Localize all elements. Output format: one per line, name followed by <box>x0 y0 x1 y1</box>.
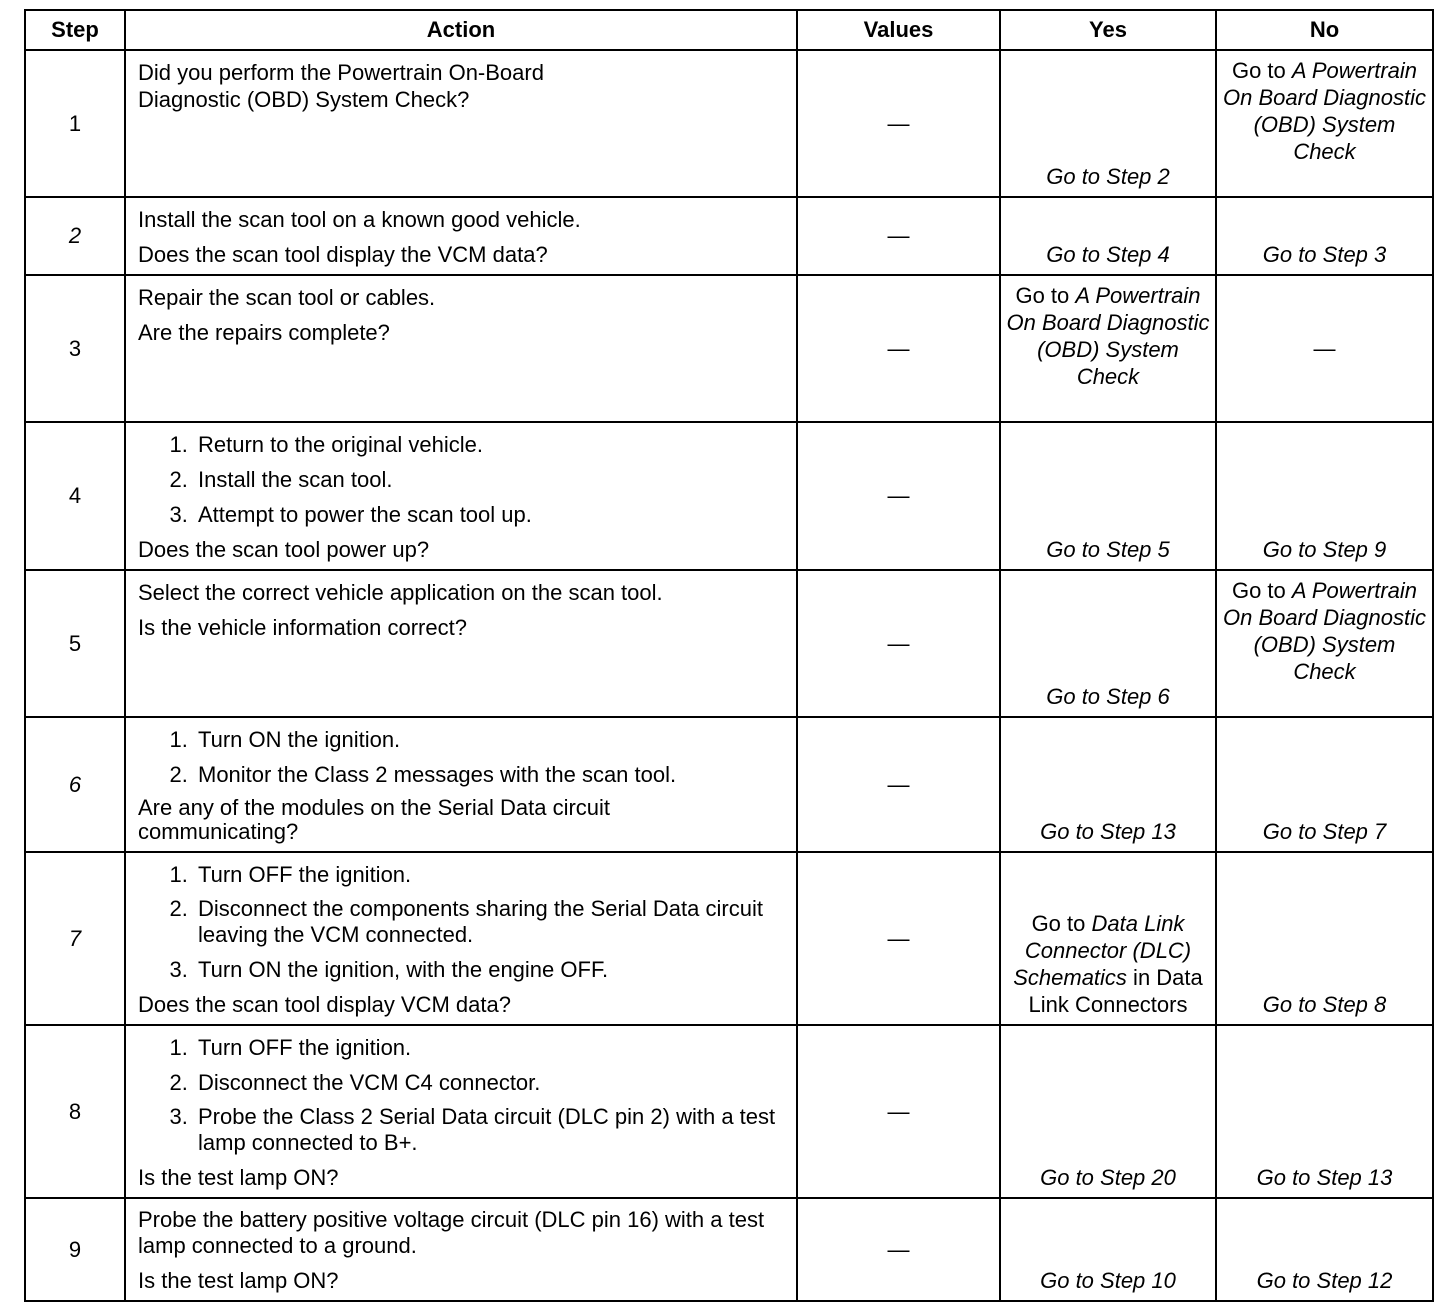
action-steps <box>138 861 782 983</box>
action-question: Does the scan tool power up? <box>138 537 430 562</box>
step-number: 7 <box>25 852 125 1025</box>
action-cell <box>125 852 797 1025</box>
yes-link-ref: Data Link Connector (DLC) Schematics <box>1013 911 1192 990</box>
action-steps <box>138 726 782 788</box>
table-row <box>25 197 1433 275</box>
values-cell: — <box>797 1198 1000 1301</box>
no-link[interactable]: Go to Step 3 <box>1216 197 1433 275</box>
action-step: 3. Attempt to power the scan tool up. <box>194 501 782 528</box>
action-cell <box>125 570 797 717</box>
header-row <box>25 10 1433 50</box>
no-link[interactable]: Go to Step 7 <box>1216 717 1433 852</box>
yes-link[interactable]: Go to Step 13 <box>1000 717 1216 852</box>
yes-link[interactable] <box>1000 275 1216 422</box>
action-step: 2. Disconnect the VCM C4 connector. <box>194 1069 782 1096</box>
action-question: Are any of the modules on the Serial Data circuit communicating? <box>138 795 611 844</box>
step-number: 8 <box>25 1025 125 1198</box>
action-instruction: Repair the scan tool or cables. <box>138 285 436 310</box>
values-cell: — <box>797 197 1000 275</box>
action-step: 1. Turn ON the ignition. <box>194 726 782 753</box>
table-row <box>25 422 1433 570</box>
no-link-prefix: Go to <box>1231 578 1292 603</box>
action-step: 2. Install the scan tool. <box>194 466 782 493</box>
table-row <box>25 275 1433 422</box>
action-cell <box>125 1198 797 1301</box>
action-question: Does the scan tool display the VCM data? <box>138 242 548 267</box>
step-number: 2 <box>25 197 125 275</box>
action-question: Is the test lamp ON? <box>138 1268 339 1293</box>
action-cell <box>125 275 797 422</box>
no-link[interactable]: Go to Step 13 <box>1216 1025 1433 1198</box>
values-cell: — <box>797 1025 1000 1198</box>
values-cell: — <box>797 50 1000 197</box>
table-row <box>25 717 1433 852</box>
action-question: Is the test lamp ON? <box>138 1165 339 1190</box>
action-instruction: Probe the battery positive voltage circuit (DLC pin 16) with a test lamp connected to a ground. <box>138 1207 765 1258</box>
header-step: Step <box>25 10 125 50</box>
action-step: 3. Turn ON the ignition, with the engine OFF. <box>194 956 782 983</box>
yes-link[interactable]: Go to Step 2 <box>1000 50 1216 197</box>
action-cell <box>125 197 797 275</box>
no-link[interactable]: Go to Step 8 <box>1216 852 1433 1025</box>
header-action: Action <box>125 10 797 50</box>
action-step: 3. Probe the Class 2 Serial Data circuit (DLC pin 2) with a test lamp connected to B+. <box>194 1104 782 1156</box>
yes-link-section: Data Link Connectors <box>1028 965 1203 1017</box>
yes-link-prefix: Go to <box>1015 283 1076 308</box>
action-step: 1. Turn OFF the ignition. <box>194 1034 782 1061</box>
yes-link[interactable] <box>1000 852 1216 1025</box>
action-cell <box>125 717 797 852</box>
yes-link-ref: A Powertrain On Board Diagnostic (OBD) System Check <box>1006 283 1210 389</box>
header-yes: Yes <box>1000 10 1216 50</box>
action-question: Are the repairs complete? <box>138 320 390 345</box>
table-row <box>25 570 1433 717</box>
yes-link[interactable]: Go to Step 10 <box>1000 1198 1216 1301</box>
values-cell: — <box>797 570 1000 717</box>
action-cell <box>125 50 797 197</box>
action-step: 2. Monitor the Class 2 messages with the scan tool. <box>194 761 782 788</box>
step-number: 4 <box>25 422 125 570</box>
yes-link-prefix: Go to <box>1031 911 1092 936</box>
no-link[interactable]: Go to Step 12 <box>1216 1198 1433 1301</box>
action-step: 1. Turn OFF the ignition. <box>194 861 782 888</box>
table-row <box>25 1025 1433 1198</box>
action-cell <box>125 422 797 570</box>
yes-link[interactable]: Go to Step 20 <box>1000 1025 1216 1198</box>
step-number: 6 <box>25 717 125 852</box>
yes-link[interactable]: Go to Step 5 <box>1000 422 1216 570</box>
step-number: 5 <box>25 570 125 717</box>
action-instruction: Install the scan tool on a known good vehicle. <box>138 207 581 232</box>
step-number: 3 <box>25 275 125 422</box>
yes-link[interactable]: Go to Step 6 <box>1000 570 1216 717</box>
no-link[interactable] <box>1216 570 1433 717</box>
action-step: 2. Disconnect the components sharing the Serial Data circuit leaving the VCM connected. <box>194 896 782 948</box>
step-number: 1 <box>25 50 125 197</box>
action-question: Does the scan tool display VCM data? <box>138 992 511 1017</box>
values-cell: — <box>797 275 1000 422</box>
table-row <box>25 1198 1433 1301</box>
action-question: Did you perform the Powertrain On-Board Diagnostic (OBD) System Check? <box>138 60 544 112</box>
action-steps <box>138 431 782 528</box>
step-number: 9 <box>25 1198 125 1301</box>
table-row <box>25 852 1433 1025</box>
values-cell: — <box>797 717 1000 852</box>
header-no: No <box>1216 10 1433 50</box>
no-link-ref: A Powertrain On Board Diagnostic (OBD) System Check <box>1223 578 1426 684</box>
table-row <box>25 50 1433 197</box>
diagnostic-table <box>24 9 1434 1302</box>
yes-link[interactable]: Go to Step 4 <box>1000 197 1216 275</box>
action-question: Is the vehicle information correct? <box>138 615 467 640</box>
no-cell: — <box>1216 275 1433 422</box>
action-instruction: Select the correct vehicle application on the scan tool. <box>138 580 663 605</box>
values-cell: — <box>797 852 1000 1025</box>
no-link[interactable]: Go to Step 9 <box>1216 422 1433 570</box>
yes-link-mid: in <box>1126 965 1157 990</box>
no-link-ref: A Powertrain On Board Diagnostic (OBD) System Check <box>1223 58 1426 164</box>
action-step: 1. Return to the original vehicle. <box>194 431 782 458</box>
header-values: Values <box>797 10 1000 50</box>
values-cell: — <box>797 422 1000 570</box>
no-link[interactable] <box>1216 50 1433 197</box>
action-cell <box>125 1025 797 1198</box>
no-link-prefix: Go to <box>1231 58 1292 83</box>
action-steps <box>138 1034 782 1156</box>
